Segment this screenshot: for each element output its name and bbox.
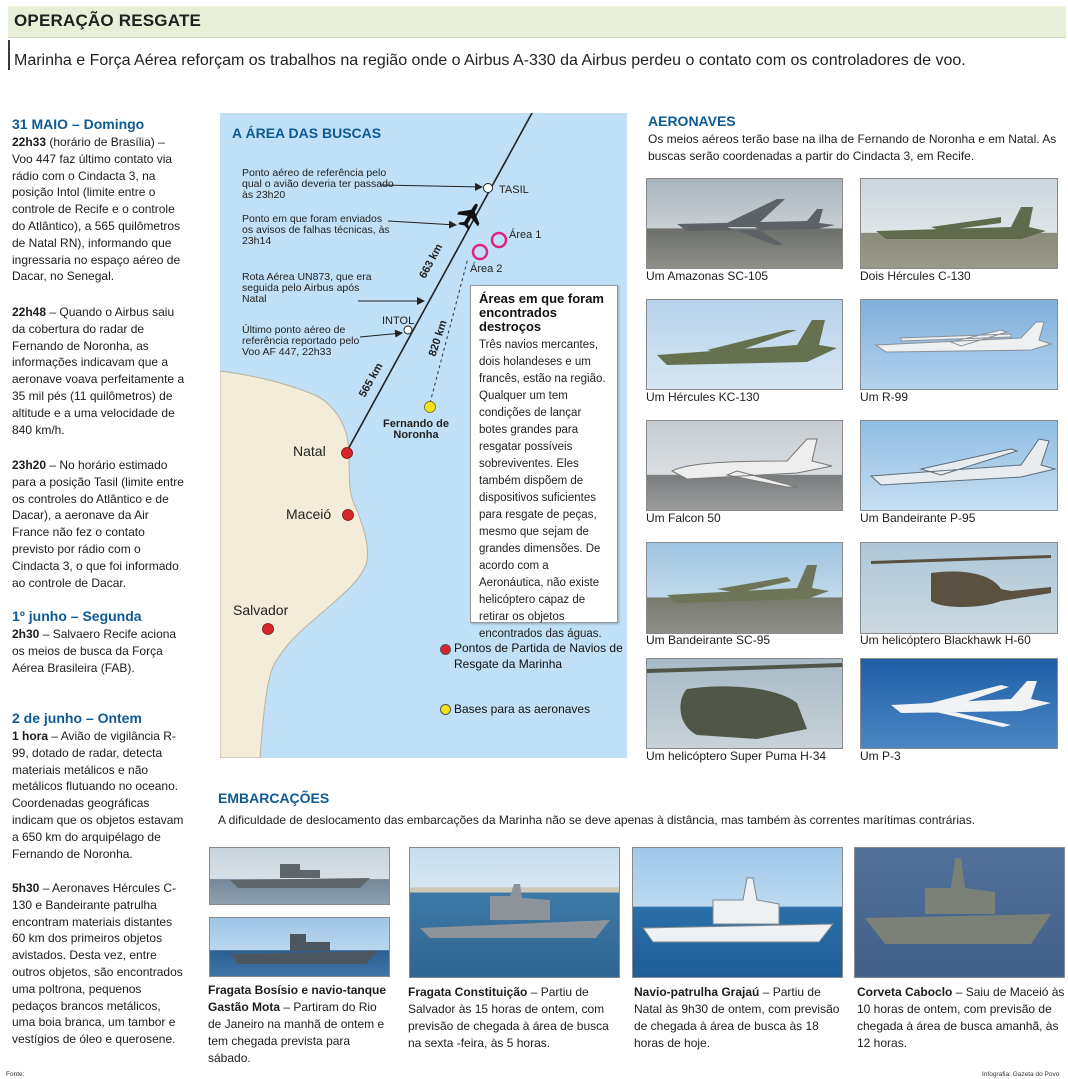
legend-red-dot <box>440 644 451 655</box>
area-2-label: Área 2 <box>470 263 503 275</box>
caption-bandeirante-p95: Um Bandeirante P-95 <box>860 511 976 525</box>
search-area-map <box>220 113 627 758</box>
debris-box-text: Três navios mercantes, dois holandeses e um francês, estão na região. Qualquer um tem condições de lançar botes grandes para resgatar possíveis sobreviventes. Eles também dispõem de dispositivos suficientes para resgate de peças, mesmo que sejam de grandes dimensões. De acordo com a Aeronáutica, não existe helicóptero capaz de retirar os objetos encontrados das águas. <box>479 339 606 640</box>
ship-silhouette-icon <box>855 848 1065 978</box>
timeline-date-may31: 31 MAIO – Domingo <box>12 116 145 132</box>
distance-565: 565 km <box>356 361 386 400</box>
helicopter-silhouette-icon <box>861 543 1058 634</box>
timeline-time: 22h48 <box>12 305 47 319</box>
area-1-circle <box>492 233 506 247</box>
ship-caption-constituicao <box>408 984 618 1052</box>
note-route: Rota Aérea UN873, que era seguida pelo Airbus após Natal <box>242 271 372 305</box>
plane-silhouette-icon <box>861 179 1058 269</box>
timeline-time: 22h33 <box>12 135 47 149</box>
photo-gastao-mota <box>209 917 390 977</box>
timeline-entry <box>12 304 187 438</box>
coast-land <box>220 371 368 758</box>
debris-box-title: Áreas em que foram encontrados destroços <box>479 291 604 334</box>
ships-title: EMBARCAÇÕES <box>218 790 330 806</box>
ship-text: – Saiu de Maceió às 10 horas de ontem, com previsão de chegada à área de busca amanhã, às 12 horas. <box>857 985 1065 1050</box>
timeline-entry <box>12 626 187 676</box>
fernando-label: Fernando de Noronha <box>382 418 449 441</box>
ship-caption-caboclo <box>857 984 1065 1052</box>
plane-silhouette-icon <box>861 421 1058 511</box>
map-title: A ÁREA DAS BUSCAS <box>232 125 382 141</box>
timeline-text: – Salvaero Recife aciona os meios de busca da Força Aérea Brasileira (FAB). <box>12 627 177 675</box>
caption-amazonas: Um Amazonas SC-105 <box>646 269 769 283</box>
legend-yellow-text: Bases para as aeronaves <box>454 702 591 716</box>
timeline-date-jun2: 2 de junho – Ontem <box>12 710 142 726</box>
footer-source: Fonte: <box>6 1071 25 1078</box>
natal-label: Natal <box>293 443 326 459</box>
timeline-text: (horário de Brasília) – Voo 447 faz último contato via rádio com o Cindacta 3, na posição Intol (limite entre o controle de Recife e o controle do Atlântico), a 565 quilômetros de Natal RN), informando que ingressaria no espaço aéreo de Dacar, no Senegal. <box>12 135 181 284</box>
caption-hercules-c130: Dois Hércules C-130 <box>860 269 971 283</box>
timeline-text: – Aeronaves Hércules C-130 e Bandeirante patrulha encontram materiais distantes 60 km dos primeiros objetos avistados. Desta vez, entre outros objetos, são encontrados uma poltrona, pequenos pedaços brancos metálicos, uma boia branca, um tambor e vestígios de óleo e querosene. <box>12 881 183 1047</box>
ship-silhouette-icon <box>410 848 620 978</box>
natal-dot <box>342 448 353 459</box>
plane-silhouette-icon <box>861 300 1058 390</box>
area-1-label: Área 1 <box>509 229 542 241</box>
timeline-time: 23h20 <box>12 458 47 472</box>
aircraft-title: AERONAVES <box>648 113 736 129</box>
legend-yellow-dot <box>440 704 451 715</box>
caption-falcon50: Um Falcon 50 <box>646 511 721 525</box>
ship-text: – Partiu de Salvador às 15 horas de ontem, com previsão de chegada à área de busca na sexta -feira, às 5 horas. <box>408 985 609 1050</box>
aircraft-intro: Os meios aéreos terão base na ilha de Fernando de Noronha e em Natal. As buscas serão coordenadas a partir do Cindacta 3, em Recife. <box>648 132 1057 163</box>
timeline-text: – No horário estimado para a posição Tasil (limite entre os controles do Atlântico e de Dacar), a aeronave da Air France não fez o contato previsto por rádio com o Cindacta 3, o que foi informado ao controle de Dacar. <box>12 458 184 590</box>
plane-silhouette-icon <box>647 300 843 390</box>
ship-text: – Partiram do Rio de Janeiro na manhã de ontem e tem chegada prevista para sábado. <box>208 1000 385 1065</box>
fernando-dot <box>425 402 436 413</box>
salvador-dot <box>263 624 274 635</box>
timeline-time: 2h30 <box>12 627 40 641</box>
photo-falcon50 <box>646 420 843 511</box>
distance-663: 663 km <box>417 241 446 281</box>
timeline-entry <box>12 457 187 591</box>
plane-silhouette-icon <box>861 659 1058 749</box>
timeline-text: – Avião de vigilância R-99, dotado de radar, detecta materiais metálicos e não metálicos flutuando no oceano. Coordenadas geográficas indicam que os objetos estavam a 650 km do arquipélago de Fernando de Noronha. <box>12 729 184 861</box>
plane-silhouette-icon <box>647 421 843 511</box>
legend-red-text: Pontos de Partida de Navios de Resgate da Marinha <box>454 641 623 671</box>
caption-super-puma-h34: Um helicóptero Super Puma H-34 <box>646 749 827 763</box>
page-title: OPERAÇÃO RESGATE <box>14 11 202 30</box>
subtitle-rule <box>8 40 10 70</box>
photo-r99 <box>860 299 1058 390</box>
timeline-text: – Quando o Airbus saiu da cobertura do radar de Fernando de Noronha, as informações indicavam que a aeronave voava perfeitamente a 35 mil pés (11 quilômetros) de altitude e a uma velocidade de 840 km/h. <box>12 305 185 437</box>
page-subtitle: Marinha e Força Aérea reforçam os trabalhos na região onde o Airbus A-330 da Airbus perdeu o contato com os controladores de voo. <box>14 52 966 69</box>
timeline-time: 5h30 <box>12 881 40 895</box>
caption-p3: Um P-3 <box>860 749 901 763</box>
ship-name: Navio-patrulha Grajaú <box>634 985 760 999</box>
caption-r99: Um R-99 <box>860 390 909 404</box>
ship-name: Fragata Bosísio e navio-tanque Gastão Mota <box>208 983 387 1014</box>
plane-silhouette-icon <box>647 543 843 634</box>
intol-waypoint <box>404 326 412 334</box>
salvador-label: Salvador <box>233 602 289 618</box>
timeline-entry <box>12 728 187 862</box>
caption-bandeirante-sc95: Um Bandeirante SC-95 <box>646 633 771 647</box>
intol-label: INTOL <box>382 315 415 327</box>
photo-blackhawk-h60 <box>860 542 1058 634</box>
photo-bandeirante-p95 <box>860 420 1058 511</box>
ships-intro: A dificuldade de deslocamento das embarcações da Marinha não se deve apenas à distância, mas também às correntes marítimas contrárias. <box>218 813 976 827</box>
ship-caption-grajau <box>634 984 844 1052</box>
helicopter-silhouette-icon <box>647 659 843 749</box>
area-2-circle <box>473 245 487 259</box>
caption-blackhawk-h60: Um helicóptero Blackhawk H-60 <box>860 633 1031 647</box>
photo-hercules-kc130 <box>646 299 843 390</box>
plane-silhouette-icon <box>647 179 843 269</box>
caption-hercules-kc130: Um Hércules KC-130 <box>646 390 760 404</box>
distance-820: 820 km <box>426 318 450 358</box>
pointer-arrow <box>388 221 456 225</box>
timeline-time: 1 hora <box>12 729 49 743</box>
photo-amazonas-sc105 <box>646 178 843 269</box>
timeline-entry <box>12 134 187 285</box>
photo-fragata-constituicao <box>409 847 620 978</box>
photo-p3 <box>860 658 1058 749</box>
photo-bandeirante-sc95 <box>646 542 843 634</box>
ship-text: – Partiu de Natal às 9h30 de ontem, com previsão de chegada à área de busca às 18 horas de hoje. <box>634 985 840 1050</box>
footer-credit: Infografia: Gazeta do Povo <box>982 1071 1060 1078</box>
maceio-dot <box>343 510 354 521</box>
timeline-date-jun1: 1º junho – Segunda <box>12 608 142 624</box>
note-intol: Último ponto aéreo de referência reportado pelo Voo AF 447, 22h33 <box>242 324 360 358</box>
timeline-entry <box>12 880 187 1048</box>
photo-super-puma-h34 <box>646 658 843 749</box>
tasil-waypoint <box>484 184 493 193</box>
ship-name: Fragata Constituição <box>408 985 528 999</box>
photo-hercules-c130 <box>860 178 1058 269</box>
photo-corveta-caboclo <box>854 847 1065 978</box>
note-failures: Ponto em que foram enviados os avisos de falhas técnicas, às 23h14 <box>242 213 390 247</box>
photo-navio-grajau <box>632 847 843 978</box>
debris-info-box <box>470 285 618 640</box>
ship-name: Corveta Caboclo <box>857 985 953 999</box>
note-tasil: Ponto aéreo de referência pelo qual o avião deveria ter passado às 23h20 <box>242 167 394 201</box>
ship-silhouette-icon <box>210 848 390 905</box>
ship-caption-bosisio <box>208 982 388 1067</box>
ship-silhouette-icon <box>210 918 390 977</box>
photo-fragata-bosisio <box>209 847 390 905</box>
tasil-label: TASIL <box>499 184 529 196</box>
maceio-label: Maceió <box>286 506 332 522</box>
ship-silhouette-icon <box>633 848 843 978</box>
